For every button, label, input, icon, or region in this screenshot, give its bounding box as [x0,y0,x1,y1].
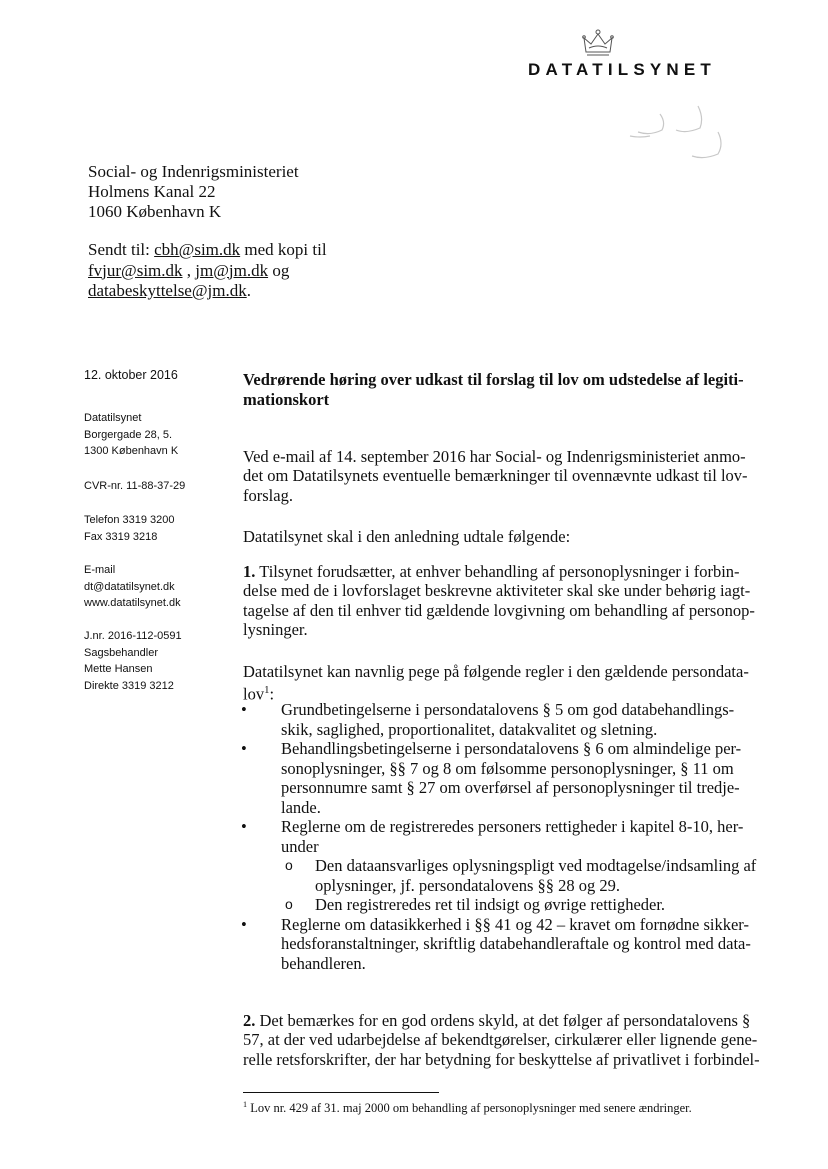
paragraph-number: 2. [243,1010,256,1030]
paragraph: Datatilsynet skal i den anledning udtale følgende: [243,526,571,546]
recipient-line: Holmens Kanal 22 [88,182,216,201]
sub-list-item [243,856,763,895]
handwritten-mark [620,92,740,172]
sub-list-item-text: Den dataansvarliges oplysningspligt ved modtagelse/indsamling af oplysninger, jf. persondatalovens §§ 28 og 29. [315,856,757,895]
list-item [243,817,763,856]
brand-logo: DATATILSYNET [528,60,716,79]
sent-to-prefix: Sendt til: [88,240,155,259]
recipient-line: 1060 København K [88,202,222,221]
paragraph [243,662,763,705]
crown-icon [580,28,616,58]
sidebar-cvr-text: CVR-nr. 11-88-37-29 [84,480,186,492]
circle-bullet-icon: o [285,857,293,873]
sidebar-web[interactable]: www.datatilsynet.dk [84,597,181,609]
sidebar-direct: Direkte 3319 3212 [84,679,174,692]
email-link[interactable]: databeskyttelse@jm.dk [88,281,247,300]
sidebar-handler-label: Sagsbehandler [84,646,159,659]
paragraph-text: Datatilsynet kan navnlig pege på følgende regler i den gældende persondata-lov [243,661,749,704]
bullet-icon: • [241,914,247,934]
sent-to-text: med kopi til [240,240,327,259]
list-item [243,700,763,739]
sub-list-item-text: Den registreredes ret til indsigt og øvrige rettigheder. [315,895,666,914]
list-item-text: Behandlingsbetingelserne i persondatalovens § 6 om almindelige per-sonoplysninger, §§ 7 og 8 om følsomme personoplysninger, § 11 om personnumre samt § 27 om overførsel af personoplysninger til tredje-lande. [281,739,742,817]
email-link[interactable]: fvjur@sim.dk [88,260,183,280]
sidebar-org: Datatilsynet [84,412,142,424]
sidebar-city: 1300 København K [84,445,179,457]
recipient-line: Social- og Indenrigsministeriet [88,162,299,181]
sent-to-text: og [268,260,290,280]
sidebar-handler: Mette Hansen [84,663,153,675]
bullet-icon: • [241,739,247,758]
letter-title: Vedrørende høring over udkast til forslag til lov om udstedelse af legiti-mationskort [243,370,744,409]
paragraph: Ved e-mail af 14. september 2016 har Social- og Indenrigsministeriet anmo-det om Datatilsynets eventuelle bemærkninger til ovennævnte udkast til lov-forslag. [243,446,748,505]
list-item-text: Reglerne om de registreredes personers rettigheder i kapitel 8-10, her-under [281,817,744,856]
sent-to-text: . [246,281,251,300]
circle-bullet-icon: o [285,896,293,912]
list-item [243,739,763,817]
sidebar-phones [84,512,175,545]
paragraph [243,1011,763,1070]
paragraph-text: Tilsynet forudsætter, at enhver behandling af personoplysninger i forbin-delse med de i lovforslaget beskrevne aktiviteter skal ske under behørig iagt-tagelse af den til enhver tid gældende lovgivning om behandling af personop-lysninger. [243,561,755,639]
paragraph [243,562,763,640]
sidebar-contact [84,562,181,612]
list-item-text: Grundbetingelserne i persondatalovens § 5 om god databehandlings-skik, saglighed, proportionalitet, datakvalitet og sletning. [281,700,735,739]
paragraph-text: : [269,684,275,704]
email-link[interactable]: cbh@sim.dk [154,240,241,259]
sidebar-phone: Telefon 3319 3200 [84,514,175,526]
sidebar-email-label: E-mail [84,564,116,576]
sidebar-fax: Fax 3319 3218 [84,530,158,543]
sidebar-case [84,628,182,694]
sidebar-address [84,410,178,460]
recipient-address [88,162,299,222]
footnote-number: 1 [243,1100,248,1109]
footnote [243,1100,692,1116]
footnote-divider [243,1092,439,1093]
email-link[interactable]: jm@jm.dk [195,260,269,280]
sidebar-email[interactable]: dt@datatilsynet.dk [84,580,175,593]
list-item [243,915,763,974]
paragraph-number: 1. [243,561,256,581]
sent-to [88,240,348,302]
letter-date: 12. oktober 2016 [84,368,178,382]
footnote-text: Lov nr. 429 af 31. maj 2000 om behandling af personoplysninger med senere ændringer. [247,1101,692,1116]
sidebar-cvr [84,478,185,495]
footnote-ref[interactable]: 1 [264,684,270,696]
paragraph-text: Det bemærkes for en god ordens skyld, at det følger af persondatalovens § 57, at der ved udarbejdelse af bekendtgørelser, cirkulærer eller lignende gene-relle retsforskrifter, der har betydning for beskyttelse af privatlivet i forbindel- [243,1010,760,1069]
sidebar-jnr: J.nr. 2016-112-0591 [84,630,182,642]
sub-list-item [243,895,763,915]
bullet-icon: • [241,817,247,836]
bullet-icon: • [241,700,247,719]
bullet-list [243,700,763,973]
sidebar-street: Borgergade 28, 5. [84,428,173,441]
list-item-text: Reglerne om datasikkerhed i §§ 41 og 42 – kravet om fornødne sikker-hedsforanstaltninger, skriftlig databehandleraftale og kontrol med data-behandleren. [281,914,751,973]
sent-to-text: , [182,260,196,280]
